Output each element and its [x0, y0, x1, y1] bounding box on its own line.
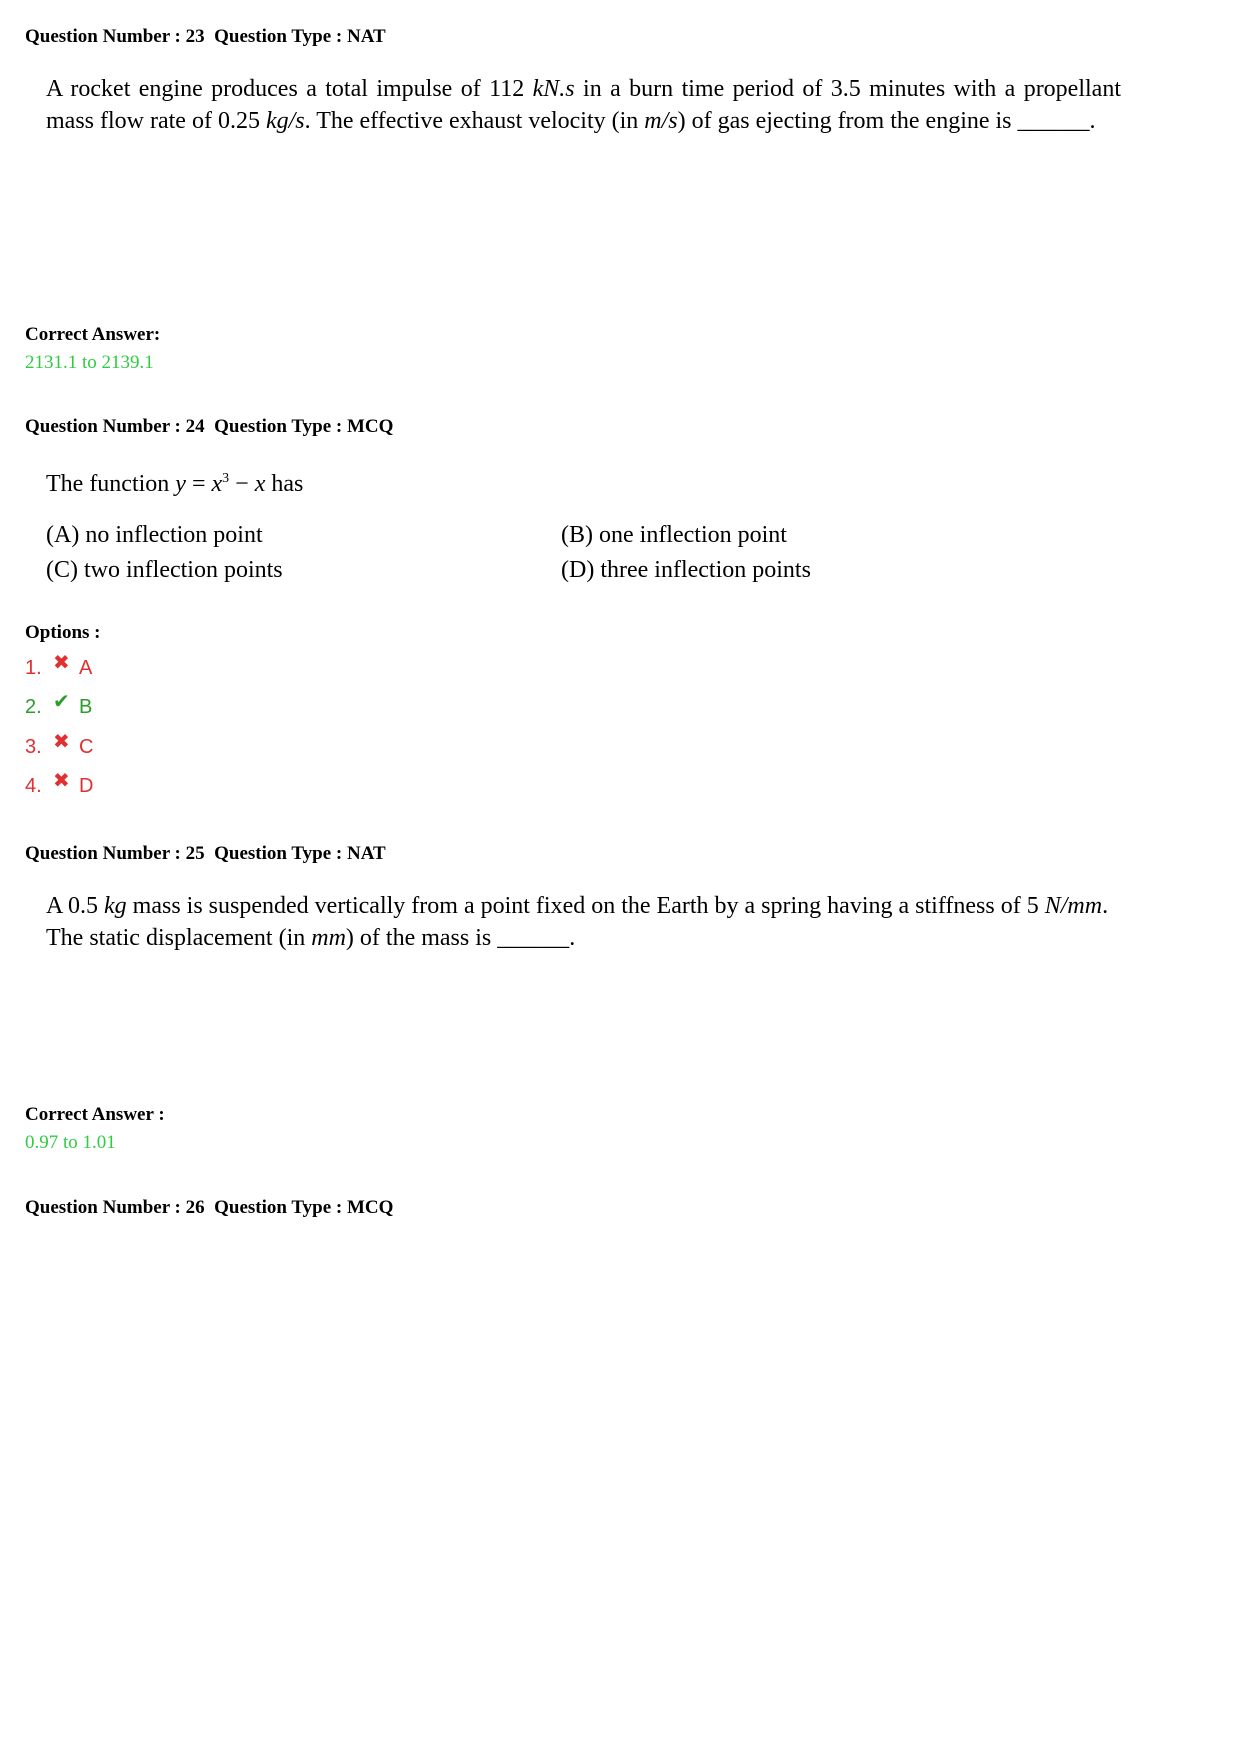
- choice-a: (A) no inflection point: [46, 522, 263, 548]
- option-number: 4.: [25, 775, 42, 797]
- text-segment: has: [265, 471, 304, 497]
- question-23-answer-label: Correct Answer:: [25, 324, 161, 345]
- unit-math: kg: [104, 893, 127, 919]
- math-op: −: [229, 471, 255, 497]
- choice-c: (C) two inflection points: [46, 557, 283, 583]
- question-25-header: Question Number : 25 Question Type : NAT: [25, 843, 386, 864]
- option-letter: B: [79, 696, 93, 718]
- choice-d: (D) three inflection points: [561, 557, 811, 583]
- math-var: x: [254, 471, 266, 497]
- choice-b: (B) one inflection point: [561, 522, 787, 548]
- option-3: [25, 731, 94, 760]
- text-segment: ) of gas ejecting from the engine is ______.: [677, 108, 1096, 134]
- question-23-text: [46, 73, 1121, 137]
- unit-math: kg/s: [265, 108, 305, 134]
- cross-icon: ✖: [53, 770, 70, 792]
- text-segment: mass is suspended vertically from a point fixed on the Earth by a spring having a stiffness of 5: [126, 893, 1045, 919]
- math-var: y: [175, 471, 186, 497]
- option-letter: D: [79, 775, 94, 797]
- cross-icon: ✖: [53, 731, 70, 753]
- unit-math: kN.s: [532, 76, 575, 102]
- text-segment: in a burn time period of 3.5 minutes with a propellant mass flow rate of 0.25: [46, 76, 1121, 134]
- options-label: Options :: [25, 622, 101, 643]
- text-segment: The function: [46, 471, 176, 497]
- text-segment: . The static displacement (in: [46, 893, 1109, 951]
- unit-math: mm: [311, 925, 346, 951]
- text-segment: . The effective exhaust velocity (in: [304, 108, 645, 134]
- cross-icon: ✖: [53, 652, 70, 674]
- math-exponent: 3: [222, 471, 230, 486]
- option-number: 2.: [25, 696, 42, 718]
- question-23-header: Question Number : 23 Question Type : NAT: [25, 26, 386, 47]
- unit-math: m/s: [644, 108, 678, 134]
- math-var: x: [211, 471, 223, 497]
- option-letter: A: [79, 657, 93, 679]
- text-segment: A rocket engine produces a total impulse of 112: [46, 76, 533, 102]
- option-2: [25, 691, 93, 720]
- question-25-answer-label: Correct Answer :: [25, 1104, 165, 1125]
- option-letter: C: [79, 736, 94, 758]
- text-segment: ) of the mass is ______.: [345, 925, 576, 951]
- question-25-answer-value: 0.97 to 1.01: [25, 1132, 116, 1153]
- check-icon: ✔: [53, 691, 70, 713]
- option-number: 3.: [25, 736, 42, 758]
- option-1: [25, 652, 93, 681]
- question-24-header: Question Number : 24 Question Type : MCQ: [25, 416, 394, 437]
- question-24-stem: [46, 468, 1121, 500]
- option-4: [25, 770, 94, 799]
- question-25-text: [46, 890, 1121, 954]
- text-segment: A 0.5: [46, 893, 105, 919]
- question-23-answer-value: 2131.1 to 2139.1: [25, 352, 154, 373]
- math-op: =: [185, 471, 212, 497]
- option-number: 1.: [25, 657, 42, 679]
- unit-math: N/mm: [1044, 893, 1103, 919]
- question-26-header: Question Number : 26 Question Type : MCQ: [25, 1197, 394, 1218]
